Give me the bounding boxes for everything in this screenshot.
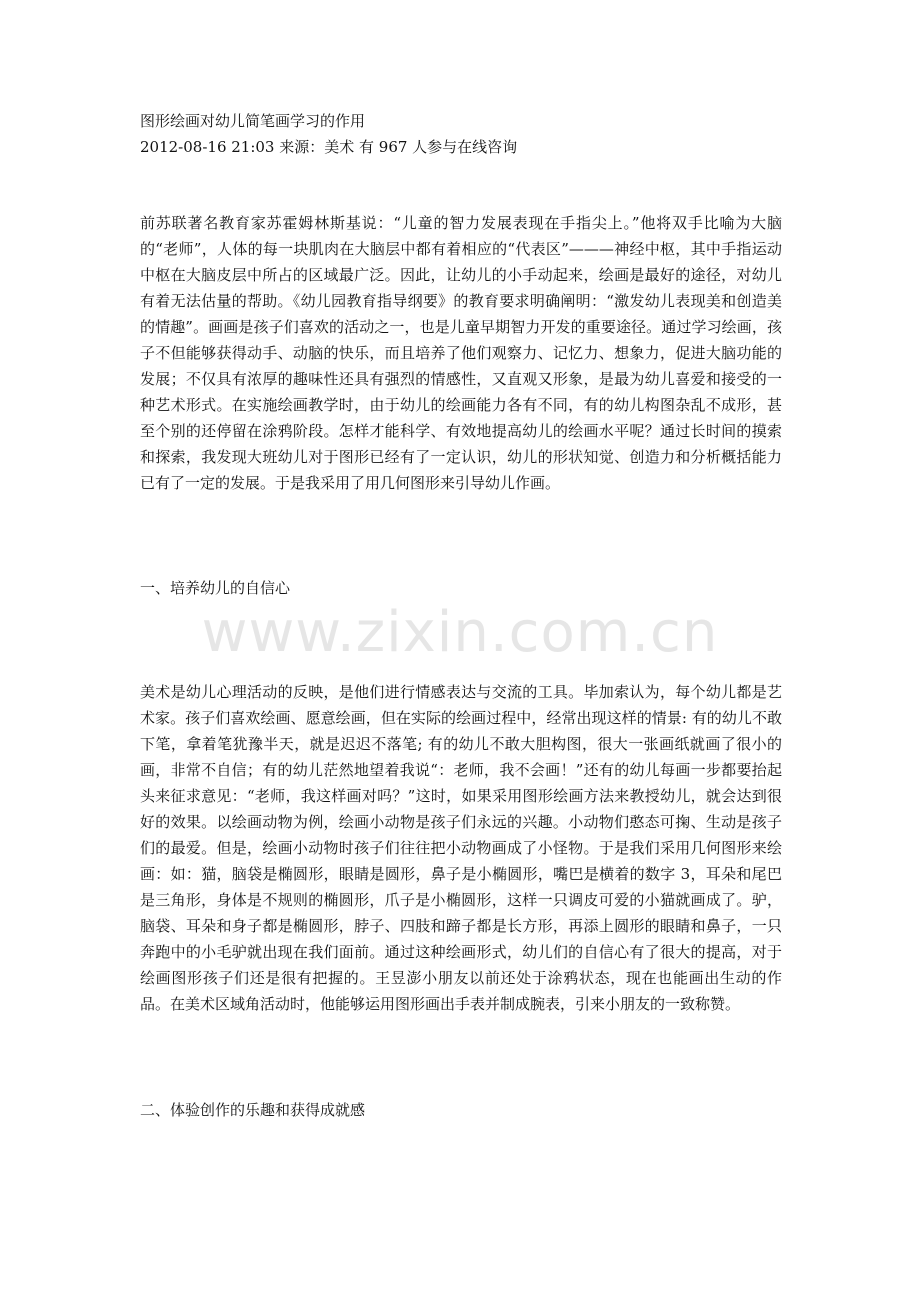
document-title: 图形绘画对幼儿简笔画学习的作用 <box>140 112 366 130</box>
document-content <box>140 108 782 1123</box>
section-1-heading: 一、培养幼儿的自信心 <box>140 579 291 597</box>
section-2-heading: 二、体验创作的乐趣和获得成就感 <box>140 1101 366 1119</box>
spacer <box>140 160 782 210</box>
spacer <box>140 601 782 679</box>
intro-paragraph: 前苏联著名教育家苏霍姆林斯基说：“儿童的智力发展表现在手指尖上。”他将双手比喻为大脑的“老师”，人体的每一块肌肉在大脑层中都有着相应的“代表区”———神经中枢，其中手指运动中枢在大脑皮层中所占的区域最广泛。因此，让幼儿的小手动起来，绘画是最好的途径，对幼儿有着无法估量的帮助。《幼儿园教育指导纲要》的教育要求明确阐明：“激发幼儿表现美和创造美的情趣”。画画是孩子们喜欢的活动之一，也是儿童早期智力开发的重要途径。通过学习绘画，孩子不但能够获得动手、动脑的快乐，而且培养了他们观察力、记忆力、想象力，促进大脑功能的发展；不仅具有浓厚的趣味性还具有强烈的情感性，又直观又形象，是最为幼儿喜爱和接受的一种艺术形式。在实施绘画教学时，由于幼儿的绘画能力各有不同，有的幼儿构图杂乱不成形，甚至个别的还停留在涂鸦阶段。怎样才能科学、有效地提高幼儿的绘画水平呢？通过长时间的摸索和探索，我发现大班幼儿对于图形已经有了一定认识，幼儿的形状知觉、创造力和分析概括能力已有了一定的发展。于是我采用了用几何图形来引导幼儿作画。 <box>140 214 782 492</box>
section-1-paragraph: 美术是幼儿心理活动的反映，是他们进行情感表达与交流的工具。毕加索认为，每个幼儿都是艺术家。孩子们喜欢绘画、愿意绘画，但在实际的绘画过程中，经常出现这样的情景: 有的幼儿不敢下笔，拿着笔犹豫半天，就是迟迟不落笔; 有的幼儿不敢大胆构图，很大一张画纸就画了很小的画，非常不自信；有的幼儿茫然地望着我说“：老师，我不会画！”还有的幼儿每画一步都要抬起头来征求意见：“老师，我这样画对吗？”这时，如果采用图形绘画方法来教授幼儿，就会达到很好的效果。以绘画动物为例，绘画小动物是孩子们永远的兴趣。小动物们憨态可掬、生动是孩子们的最爱。但是，绘画小动物时孩子们往往把小动物画成了小怪物。于是我们采用几何图形来绘画：如：猫，脑袋是椭圆形，眼睛是圆形，鼻子是小椭圆形，嘴巴是横着的数字 3，耳朵和尾巴是三角形，身体是不规则的椭圆形，爪子是小椭圆形，这样一只调皮可爱的小猫就画成了。驴，脑袋、耳朵和身子都是椭圆形，脖子、四肢和蹄子都是长方形，再添上圆形的眼睛和鼻子，一只奔跑中的小毛驴就出现在我们面前。通过这种绘画形式，幼儿们的自信心有了很大的提高，对于绘画图形孩子们还是很有把握的。王昱澎小朋友以前还处于涂鸦状态，现在也能画出生动的作品。在美术区域角活动时，他能够运用图形画出手表并制成腕表，引来小朋友的一致称赞。 <box>140 683 782 1013</box>
spacer <box>140 496 782 575</box>
spacer <box>140 1017 782 1097</box>
document-meta: 2012-08-16 21:03 来源：美术 有 967 人参与在线咨询 <box>140 138 518 156</box>
watermark: www.zixin.com.cn <box>201 600 719 665</box>
